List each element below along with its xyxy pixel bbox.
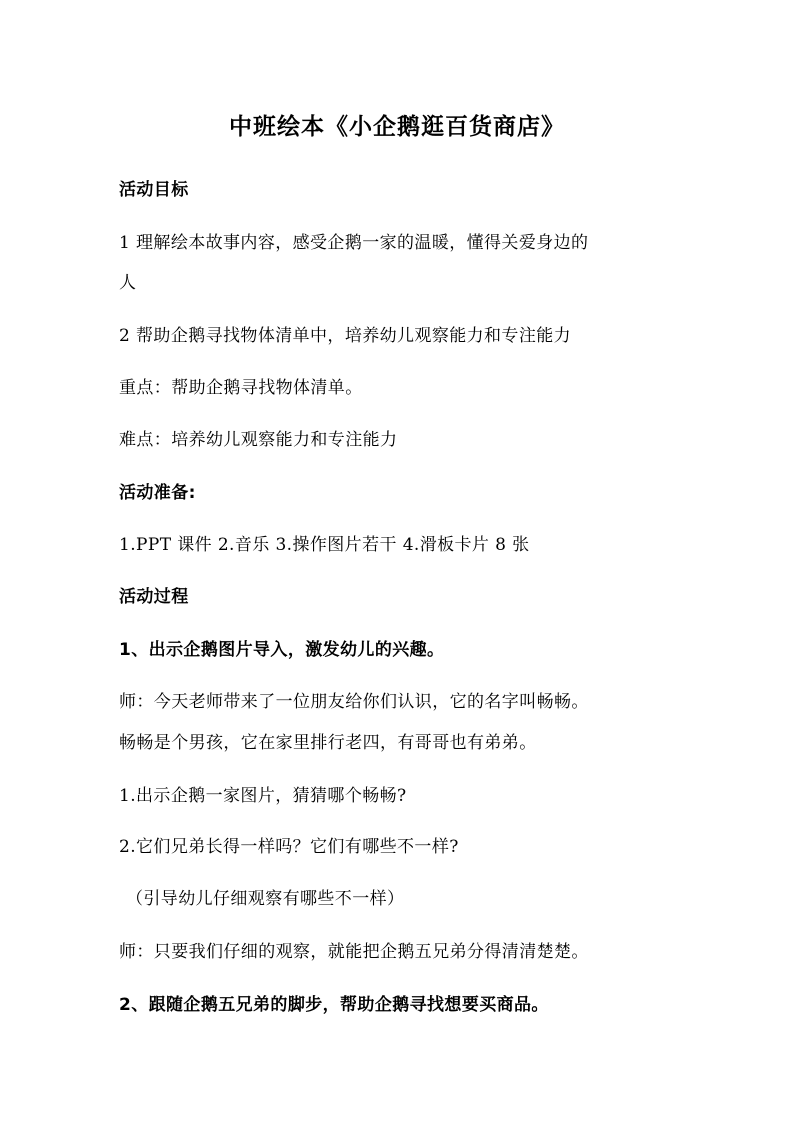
guidance-note: （引导幼儿仔细观察有哪些不一样） (126, 889, 405, 909)
document-title: 中班绘本《小企鹅逛百货商店》 (229, 114, 565, 140)
process-heading: 活动过程 (119, 587, 189, 607)
teacher-line-2: 畅畅是个男孩，它在家里排行老四，有哥哥也有弟弟。 (119, 733, 537, 753)
difficulty-point: 难点：培养幼儿观察能力和专注能力 (119, 430, 398, 450)
teacher-line-3: 师：只要我们仔细的观察，就能把企鹅五兄弟分得清清楚楚。 (119, 942, 589, 962)
prep-items: 1.PPT 课件 2.音乐 3.操作图片若干 4.滑板卡片 8 张 (119, 535, 530, 555)
step-2-heading: 2、跟随企鹅五兄弟的脚步，帮助企鹅寻找想要买商品。 (119, 995, 549, 1015)
question-2: 2.它们兄弟长得一样吗？它们有哪些不一样? (119, 837, 459, 857)
step-1-heading: 1、出示企鹅图片导入，激发幼儿的兴趣。 (119, 640, 445, 660)
goal-1-line-2: 人 (119, 273, 137, 293)
goal-1-line-1: 1 理解绘本故事内容，感受企鹅一家的温暖，懂得关爱身边的 (119, 233, 589, 253)
teacher-line-1: 师：今天老师带来了一位朋友给你们认识，它的名字叫畅畅。 (119, 692, 589, 712)
question-1: 1.出示企鹅一家图片，猜猜哪个畅畅? (119, 786, 407, 806)
prep-heading: 活动准备: (119, 483, 196, 503)
key-point: 重点：帮助企鹅寻找物体清单。 (119, 378, 363, 398)
goal-2: 2 帮助企鹅寻找物体清单中，培养幼儿观察能力和专注能力 (119, 326, 572, 346)
goals-heading: 活动目标 (119, 180, 189, 200)
